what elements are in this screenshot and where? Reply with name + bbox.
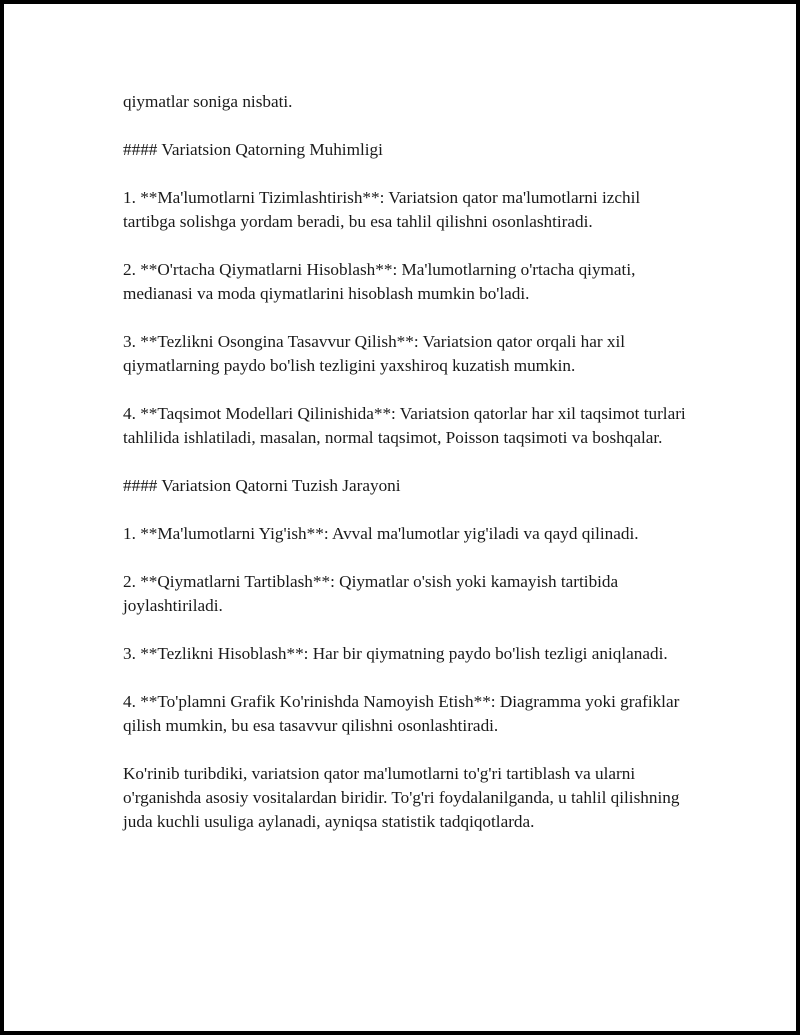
- list-item: 2. **O'rtacha Qiymatlarni Hisoblash**: Ma'lumotlarning o'rtacha qiymati, medianasi va moda qiymatlarini hisoblash mumkin bo'ladi.: [123, 260, 636, 303]
- section-heading-importance: #### Variatsion Qatorning Muhimligi: [123, 140, 383, 159]
- document-body: [123, 90, 693, 834]
- paragraph-continuation: qiymatlar soniga nisbati.: [123, 92, 293, 111]
- list-item: 4. **To'plamni Grafik Ko'rinishda Namoyish Etish**: Diagramma yoki grafiklar qilish mumkin, bu esa tasavvur qilishni osonlashtiradi.: [123, 692, 680, 735]
- list-item: 3. **Tezlikni Osongina Tasavvur Qilish**: Variatsion qator orqali har xil qiymatlarning paydo bo'lish tezligini yaxshiroq kuzatish mumkin.: [123, 332, 625, 375]
- list-item: 2. **Qiymatlarni Tartiblash**: Qiymatlar o'sish yoki kamayish tartibida joylashtiriladi.: [123, 572, 619, 615]
- conclusion-paragraph: Ko'rinib turibdiki, variatsion qator ma'lumotlarni to'g'ri tartiblash va ularni o'rganishda asosiy vositalardan biridir. To'g'ri foydalanilganda, u tahlil qilishning juda kuchli usuliga aylanadi, ayniqsa statistik tadqiqotlarda.: [123, 764, 680, 831]
- list-item: 3. **Tezlikni Hisoblash**: Har bir qiymatning paydo bo'lish tezligi aniqlanadi.: [123, 644, 668, 663]
- section-heading-process: #### Variatsion Qatorni Tuzish Jarayoni: [123, 476, 401, 495]
- list-item: 1. **Ma'lumotlarni Tizimlashtirish**: Variatsion qator ma'lumotlarni izchil tartibga solishga yordam beradi, bu esa tahlil qilishni osonlashtiradi.: [123, 188, 641, 231]
- list-item: 1. **Ma'lumotlarni Yig'ish**: Avval ma'lumotlar yig'iladi va qayd qilinadi.: [123, 524, 639, 543]
- list-item: 4. **Taqsimot Modellari Qilinishida**: Variatsion qatorlar har xil taqsimot turlari tahlilida ishlatiladi, masalan, normal taqsimot, Poisson taqsimoti va boshqalar.: [123, 404, 686, 447]
